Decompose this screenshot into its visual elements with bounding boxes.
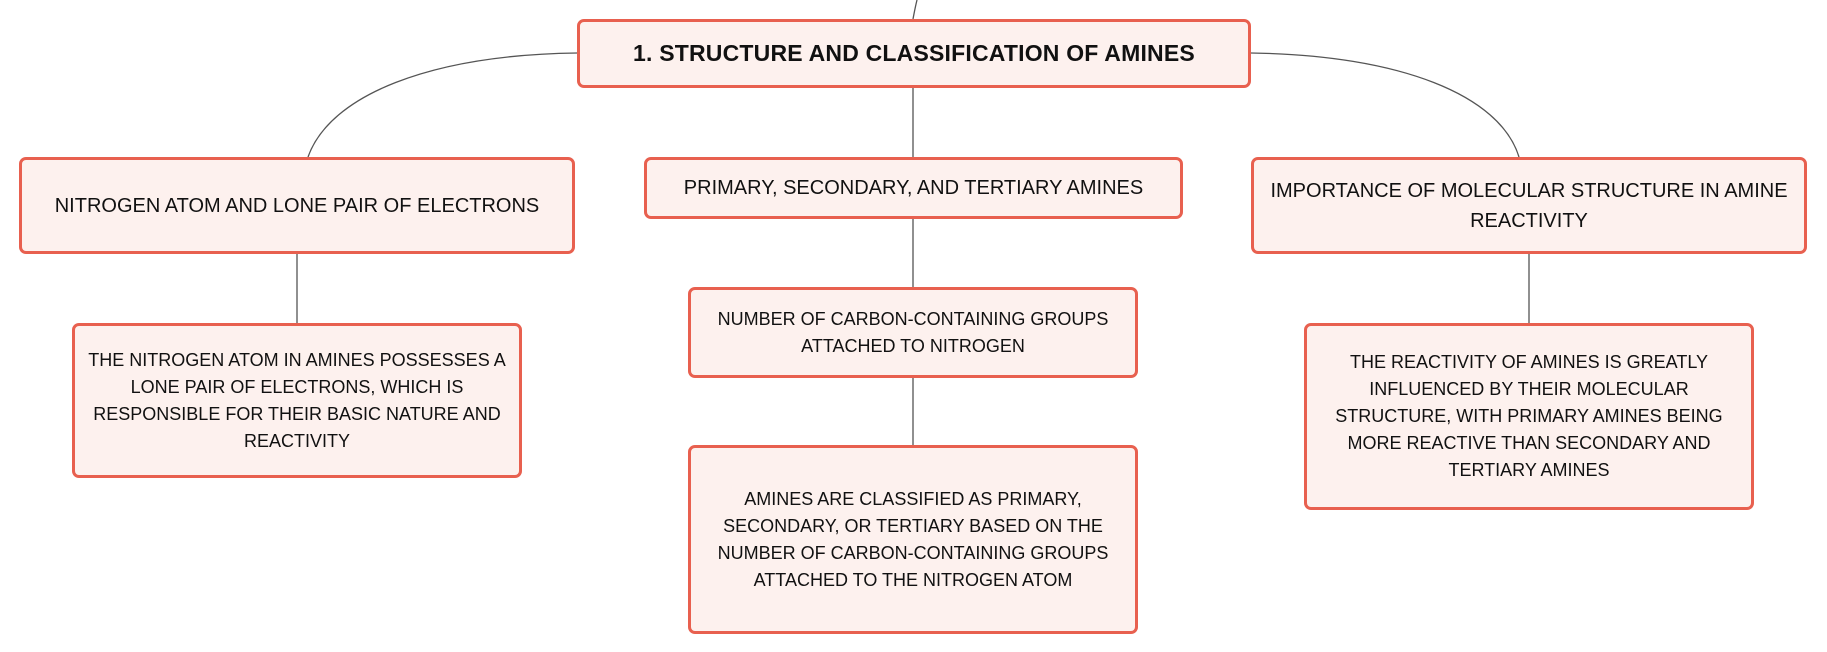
detail-node-carbon-groups[interactable]	[688, 287, 1138, 378]
detail-text: AMINES ARE CLASSIFIED AS PRIMARY, SECONDARY, OR TERTIARY BASED ON THE NUMBER OF CARBON-CONTAINING GROUPS ATTACHED TO THE NITROGEN ATOM	[717, 488, 1109, 590]
branch-node-structure-reactivity[interactable]	[1251, 157, 1807, 254]
branch-label: IMPORTANCE OF MOLECULAR STRUCTURE IN AMINE REACTIVITY	[1270, 179, 1788, 232]
detail-node-lone-pair[interactable]	[72, 323, 522, 478]
detail-node-classification[interactable]	[688, 445, 1138, 634]
root-topic-label: 1. STRUCTURE AND CLASSIFICATION OF AMINES	[633, 40, 1195, 66]
detail-text: THE REACTIVITY OF AMINES IS GREATLY INFLUENCED BY THEIR MOLECULAR STRUCTURE, WITH PRIMARY AMINES BEING MORE REACTIVE THAN SECONDARY AND TERTIARY AMINES	[1335, 352, 1723, 480]
connector-root-to-left	[308, 53, 577, 157]
branch-node-nitrogen-lone-pair[interactable]	[19, 157, 575, 254]
detail-text: NUMBER OF CARBON-CONTAINING GROUPS ATTACHED TO NITROGEN	[717, 308, 1109, 356]
detail-text: THE NITROGEN ATOM IN AMINES POSSESSES A LONE PAIR OF ELECTRONS, WHICH IS RESPONSIBLE FOR THEIR BASIC NATURE AND REACTIVITY	[88, 349, 506, 451]
connector-root-incoming	[913, 0, 917, 19]
branch-label: NITROGEN ATOM AND LONE PAIR OF ELECTRONS	[54, 194, 540, 217]
detail-node-reactivity[interactable]	[1304, 323, 1754, 510]
branch-label: PRIMARY, SECONDARY, AND TERTIARY AMINES	[683, 177, 1144, 199]
branch-node-amine-classes[interactable]	[644, 157, 1183, 219]
root-topic-node[interactable]	[577, 19, 1251, 88]
connector-root-to-right	[1251, 53, 1519, 157]
